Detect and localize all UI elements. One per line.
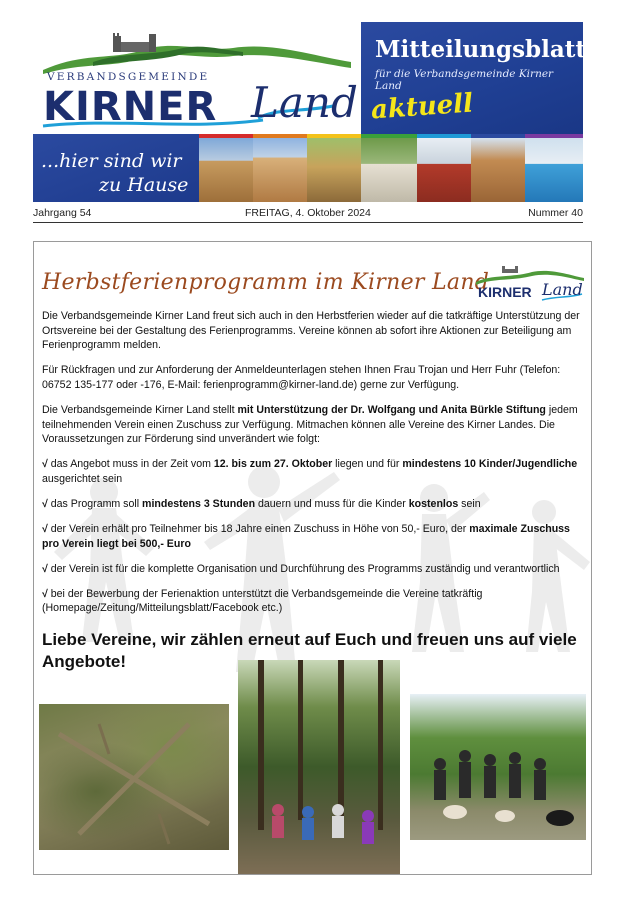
- requirement-period: [42, 457, 587, 486]
- req1-text-e: ausgerichtet sein: [42, 472, 123, 485]
- check-icon: √: [42, 458, 48, 471]
- issue-info-line: [33, 207, 583, 221]
- kirner-land-mini-logo: [472, 264, 588, 304]
- slogan-line-2: zu Hause: [99, 174, 189, 196]
- closing-headline: Liebe Vereine, wir zählen erneut auf Euch und freuen uns auf viele Angebote!: [42, 630, 577, 671]
- publication-title: Mitteilungsblatt: [375, 36, 586, 63]
- requirement-duration: [42, 497, 587, 512]
- photo-branches-on-ground: [39, 704, 229, 850]
- req4-text: der Verein ist für die komplette Organisation und Durchführung des Programms zuständig und verantwortlich: [47, 562, 560, 575]
- req3-max-subsidy: maximale Zuschuss pro Verein liegt bei 500,- Euro: [42, 523, 570, 550]
- header-photo-pool: [525, 134, 583, 202]
- issue-date: FREITAG, 4. Oktober 2024: [245, 207, 371, 219]
- paragraph-support: [42, 403, 587, 447]
- header-photo-tower: [307, 134, 361, 202]
- check-icon: √: [42, 523, 48, 536]
- header-photo-rock: [471, 134, 525, 202]
- logo-panel: [33, 22, 361, 134]
- header-photo-strip: [199, 134, 583, 202]
- logo-land: Land: [251, 78, 358, 127]
- mini-logo-kirner: KIRNER: [478, 284, 532, 300]
- logo-kirner: KIRNER: [43, 84, 218, 130]
- logo-subtitle: VERBANDSGEMEINDE: [47, 71, 210, 83]
- req3-text-a: der Verein erhält pro Teilnehmer bis 18 Jahre einen Zuschuss in Höhe von 50,- Euro, der: [47, 523, 470, 536]
- check-icon: √: [42, 587, 48, 600]
- req2-text-e: sein: [458, 497, 481, 510]
- publication-subtitle: für die Verbandsgemeinde Kirner Land: [375, 68, 554, 92]
- photo-children-in-forest: [238, 660, 400, 874]
- article-body: [42, 309, 587, 627]
- header-photo-sculpture: [417, 134, 471, 202]
- requirement-subsidy: [42, 522, 587, 551]
- masthead-title-panel: [361, 22, 586, 134]
- req1-text-a: das Angebot muss in der Zeit vom: [47, 458, 214, 471]
- check-icon: √: [42, 562, 48, 575]
- slogan-line-1: ...hier sind wir: [41, 150, 182, 172]
- requirement-promotion: [42, 587, 587, 616]
- photo-group-with-dogs: [410, 694, 586, 840]
- slogan-panel: [33, 134, 199, 202]
- req2-free: kostenlos: [408, 497, 459, 510]
- support-foundation: mit Unterstützung der Dr. Wolfgang und Anita Bürkle Stiftung: [237, 403, 546, 416]
- req1-min-participants: mindestens 10 Kinder/Jugendliche: [402, 458, 578, 471]
- branch-cross-icon: [39, 704, 229, 850]
- masthead: [33, 22, 586, 202]
- req2-text-c: dauern und muss für die Kinder: [255, 497, 409, 510]
- req2-hours: mindestens 3 Stunden: [142, 497, 256, 510]
- req5-text: bei der Bewerbung der Ferienaktion unterstützt die Verbandsgemeinde die Vereine tatkräftig (Homepage/Zeitung/Mitteilungsblatt/Facebook etc.): [42, 587, 483, 615]
- header-photo-stairs: [361, 134, 417, 202]
- forest-scene-icon: [238, 660, 400, 874]
- paragraph-contact: Für Rückfragen und zur Anforderung der Anmeldeunterlagen stehen Ihnen Frau Trojan und Herr Fuhr (Telefon: 06752 135-177 oder -176, E-Mail: ferienprogramm@kirner-land.de) gerne zur Verfügung.: [42, 364, 561, 391]
- requirement-organisation: [42, 562, 587, 577]
- header-photo-building: [253, 134, 307, 202]
- paragraph-intro: Die Verbandsgemeinde Kirner Land freut sich auch in den Herbstferien wieder auf die tatkräftige Unterstützung der Ortsvereine bei der Gestaltung des Ferienprogramms. Vereine können ab sofort ihre Aktionen zur Beteiligung am Ferienprogramm melden.: [42, 310, 580, 352]
- req2-text-a: das Programm soll: [47, 497, 143, 510]
- issue-jahrgang: Jahrgang 54: [33, 207, 92, 219]
- group-photo-icon: [410, 694, 586, 840]
- article-title: Herbstferienprogramm im Kirner Land: [42, 270, 490, 295]
- mini-logo-land: Land: [542, 280, 583, 299]
- issue-number: Nummer 40: [528, 207, 583, 219]
- info-divider: [33, 222, 583, 223]
- header-photo-town-hall: [199, 134, 253, 202]
- support-text-a: Die Verbandsgemeinde Kirner Land stellt: [42, 403, 238, 416]
- req1-text-c: liegen und für: [332, 458, 403, 471]
- article-box: [33, 241, 592, 875]
- support-text-c: jedem teilnehmenden Verein einen Zuschuss zur Verfügung. Mitmachen können alle Vereine des Kirner Landes. Die Voraussetzungen zur Förderung sind unverändert wie folgt:: [42, 403, 578, 446]
- aktuell-label: aktuell: [370, 88, 475, 126]
- check-icon: √: [42, 497, 48, 510]
- req1-dates: 12. bis zum 27. Oktober: [213, 458, 333, 471]
